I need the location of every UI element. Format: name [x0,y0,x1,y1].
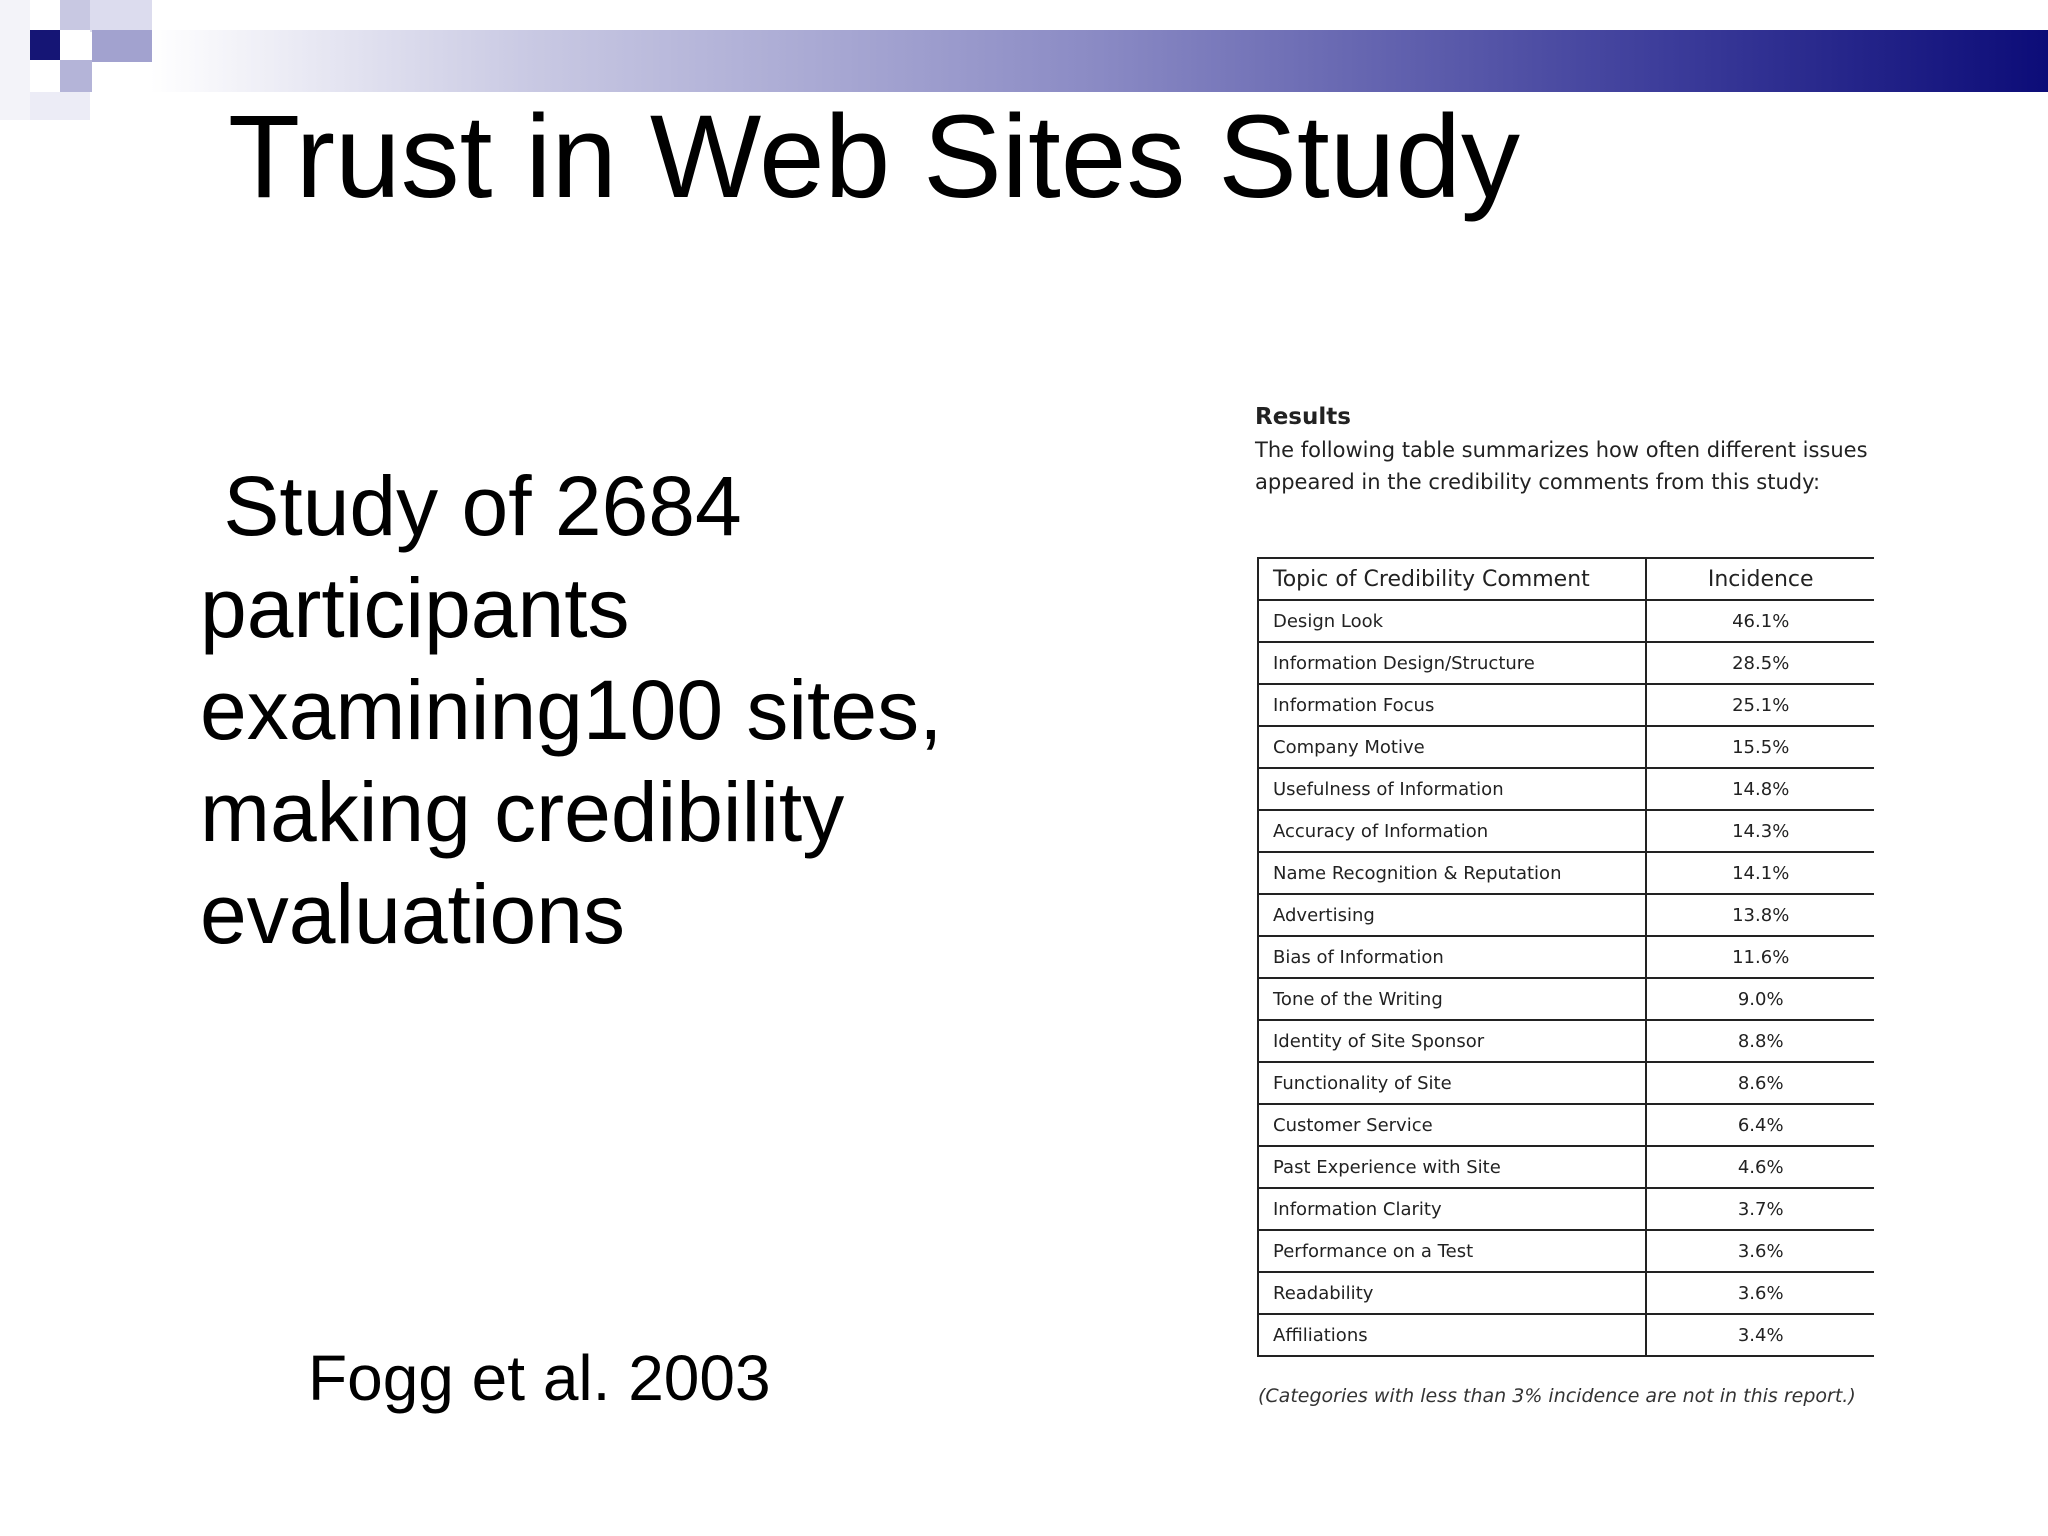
incidence-cell: 11.6% [1646,936,1874,978]
incidence-cell: 14.3% [1646,810,1874,852]
topic-cell: Affiliations [1258,1314,1646,1356]
topic-cell: Information Clarity [1258,1188,1646,1230]
slide-title: Trust in Web Sites Study [228,91,1520,223]
topic-cell: Functionality of Site [1258,1062,1646,1104]
topic-cell: Design Look [1258,600,1646,642]
topic-cell: Past Experience with Site [1258,1146,1646,1188]
corner-square [92,30,152,62]
body-text [200,455,1100,965]
report-footnote: (Categories with less than 3% incidence are not in this report.) [1258,1385,1856,1407]
table-row [1258,1188,1874,1230]
incidence-cell: 3.4% [1646,1314,1874,1356]
incidence-cell: 8.8% [1646,1020,1874,1062]
incidence-cell: 28.5% [1646,642,1874,684]
table-row [1258,642,1874,684]
incidence-cell: 13.8% [1646,894,1874,936]
incidence-cell: 3.7% [1646,1188,1874,1230]
topic-cell: Performance on a Test [1258,1230,1646,1272]
topic-cell: Company Motive [1258,726,1646,768]
table-row [1258,1230,1874,1272]
incidence-cell: 46.1% [1646,600,1874,642]
topic-cell: Accuracy of Information [1258,810,1646,852]
table-row [1258,1146,1874,1188]
table-row [1258,1314,1874,1356]
body-line: Study of 2684 [200,459,742,553]
table-row [1258,978,1874,1020]
table-header-row [1258,558,1874,600]
topic-cell: Information Focus [1258,684,1646,726]
table-row [1258,852,1874,894]
incidence-cell: 6.4% [1646,1104,1874,1146]
incidence-cell: 14.1% [1646,852,1874,894]
credibility-table [1257,557,1874,1357]
topic-cell: Advertising [1258,894,1646,936]
citation: Fogg et al. 2003 [308,1342,771,1414]
corner-decoration [0,0,30,120]
table-row [1258,726,1874,768]
table-row [1258,600,1874,642]
topic-cell: Usefulness of Information [1258,768,1646,810]
table-row [1258,894,1874,936]
topic-cell: Name Recognition & Reputation [1258,852,1646,894]
corner-square-dark [30,30,60,60]
report-excerpt [1255,400,1895,498]
incidence-cell: 8.6% [1646,1062,1874,1104]
column-header-incidence: Incidence [1646,558,1874,600]
column-header-topic: Topic of Credibility Comment [1258,558,1646,600]
table-row [1258,768,1874,810]
topic-cell: Information Design/Structure [1258,642,1646,684]
body-line: participants [200,561,630,655]
table-row [1258,936,1874,978]
corner-square [90,0,152,32]
incidence-cell: 14.8% [1646,768,1874,810]
incidence-cell: 3.6% [1646,1230,1874,1272]
body-line: examining100 sites, [200,663,943,757]
table-row [1258,810,1874,852]
table-row [1258,1020,1874,1062]
title-gradient-bar [150,30,2048,92]
incidence-cell: 9.0% [1646,978,1874,1020]
corner-square [60,60,92,92]
table-row [1258,684,1874,726]
topic-cell: Readability [1258,1272,1646,1314]
corner-decoration [30,92,90,120]
topic-cell: Tone of the Writing [1258,978,1646,1020]
topic-cell: Identity of Site Sponsor [1258,1020,1646,1062]
incidence-cell: 3.6% [1646,1272,1874,1314]
topic-cell: Bias of Information [1258,936,1646,978]
body-line: making credibility [200,765,845,859]
corner-square [60,0,90,30]
incidence-cell: 25.1% [1646,684,1874,726]
report-intro: The following table summarizes how often different issues appeared in the credibility comments from this study: [1255,438,1868,494]
table-row [1258,1062,1874,1104]
table-row [1258,1272,1874,1314]
topic-cell: Customer Service [1258,1104,1646,1146]
incidence-cell: 15.5% [1646,726,1874,768]
report-heading: Results [1255,404,1351,430]
incidence-cell: 4.6% [1646,1146,1874,1188]
body-line: evaluations [200,867,625,961]
table-row [1258,1104,1874,1146]
